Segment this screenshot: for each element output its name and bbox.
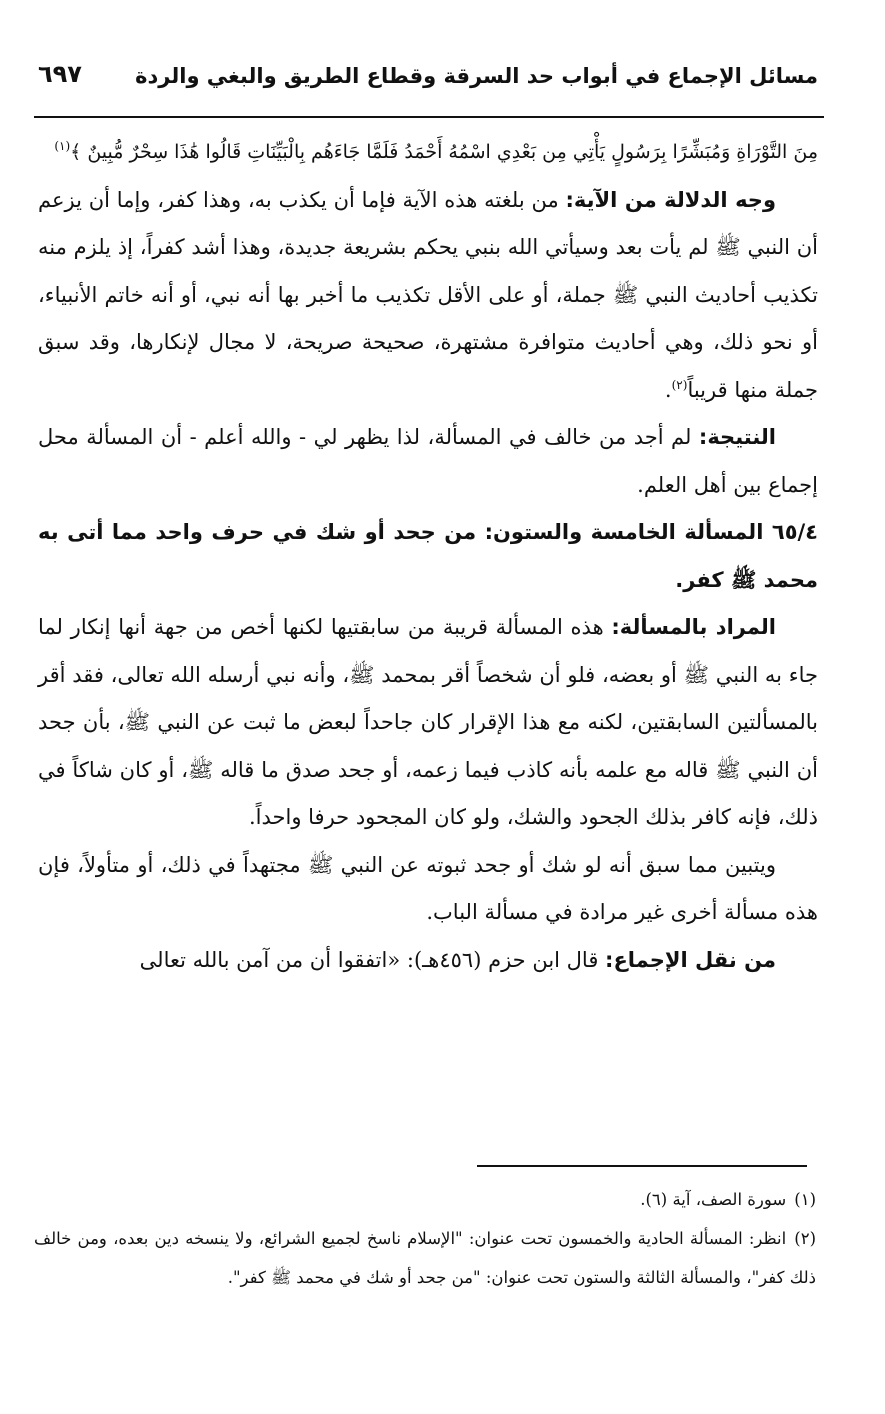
footnote-2 [34,1219,816,1297]
footnote-ref-1: (١) [54,139,71,153]
running-title: مسائل الإجماع في أبواب حد السرقة وقطاع الطريق والبغي والردة [135,64,818,88]
page-number: ٦٩٧ [38,60,82,88]
result-text: لم أجد من خالف في المسألة، لذا يظهر لي - والله أعلم - أن المسألة محل إجماع بين أهل العلم. [38,425,818,497]
page-header [34,58,824,108]
paragraph-result [38,414,818,509]
quran-verse [38,128,818,177]
footnote-2-text: انظر: المسألة الحادية والخمسون تحت عنوان: "الإسلام ناسخ لجميع الشرائع، ولا ينسخه دين بعده، ومن خالف ذلك كفر"، والمسألة الثالثة والستون تحت عنوان: "من جحد أو شك في محمد ﷺ كفر". [34,1229,816,1287]
footnote-ref-2: (٢) [671,377,688,392]
evidence-text: من بلغته هذه الآية فإما أن يكذب به، وهذا كفر، وإما أن يزعم أن النبي ﷺ لم يأت بعد وسيأتي الله بنبي يحكم بشريعة جديدة، وهذا أشد كفراً، إذ يلزم منه تكذيب أحاديث النبي ﷺ جملة، أو على الأقل تكذيب ما أخبر بها أنه نبي، أو أنه خاتم الأنبياء، أو نحو ذلك، وهي أحاديث متوافرة مشتهرة، صحيحة صريحة، لا مجال لإنكارها، وقد سبق جملة منها قريباً [38,187,818,402]
paragraph-consensus [38,937,818,985]
paragraph-evidence [38,177,818,415]
evidence-end: . [664,377,672,402]
footnote-1-number: (١) [794,1190,816,1209]
consensus-lead: من نقل الإجماع: [605,947,776,972]
evidence-lead: وجه الدلالة من الآية: [565,187,776,212]
main-text [38,128,818,984]
meaning-text: هذه المسألة قريبة من سابقتيها لكنها أخص من جهة أنها إنكار لما جاء به النبي ﷺ أو بعضه، فلو أن شخصاً أقر بمحمد ﷺ، وأنه نبي أرسله الله تعالى، فقد أقر بالمسألتين السابقتين، لكنه مع هذا الإقرار كان جاحداً لبعض ما ثبت عن النبي ﷺ، بأن جحد أن النبي ﷺ قاله مع علمه بأنه كاذب فيما زعمه، أو جحد صدق ما قاله ﷺ، أو كان شاكاً في ذلك، فإنه كافر بذلك الجحود والشك، ولو كان المجحود حرفا واحداً. [38,615,818,829]
header-divider [34,116,824,118]
section-heading: ٦٥/٤ المسألة الخامسة والستون: من جحد أو شك في حرف واحد مما أتى به محمد ﷺ كفر. [38,520,818,592]
footnote-2-number: (٢) [794,1229,816,1248]
footnote-1-text: سورة الصف، آية (٦). [640,1190,787,1209]
consensus-text: قال ابن حزم (٤٥٦هـ): «اتفقوا أن من آمن بالله تعالى [139,947,606,972]
result-lead: النتيجة: [698,425,776,449]
footnote-1 [34,1180,816,1219]
paragraph-clarification: ويتبين مما سبق أنه لو شك أو جحد ثبوته عن النبي ﷺ مجتهداً في ذلك، أو متأولاً، فإن هذه مسألة أخرى غير مرادة في مسألة الباب. [38,852,818,924]
meaning-lead: المراد بالمسألة: [611,615,776,639]
footnote-divider [477,1165,807,1167]
verse-text: مِنَ التَّوْرَاةِ وَمُبَشِّرًا بِرَسُولٍ يَأْتِي مِن بَعْدِي اسْمُهُ أَحْمَدُ فَلَمَّا جَاءَهُم بِالْبَيِّنَاتِ قَالُوا هَٰذَا سِحْرٌ مُّبِينٌ ﴾ [70,141,818,163]
footnotes [34,1180,816,1297]
paragraph-meaning [38,604,818,842]
